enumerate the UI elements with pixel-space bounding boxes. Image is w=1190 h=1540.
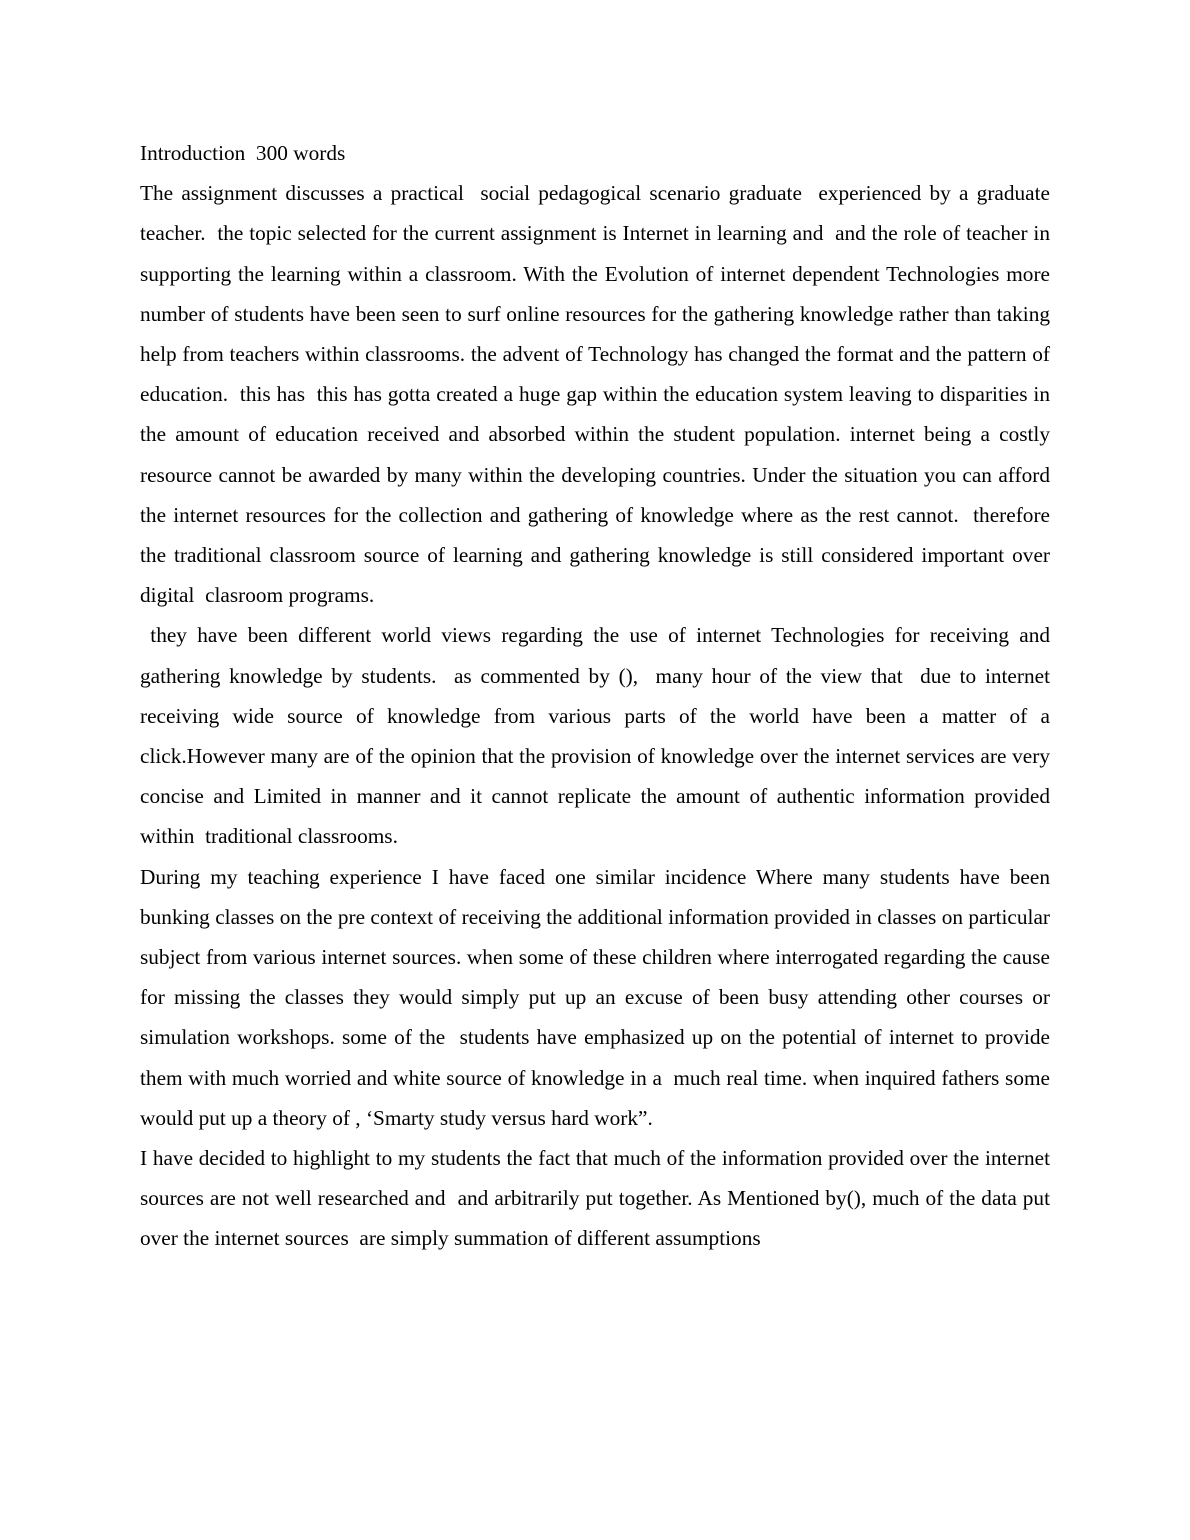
paragraph-teaching-experience: During my teaching experience I have faced one similar incidence Where many students have been bunking classes on the pre context of receiving the additional information provided in classes on particular subject from various internet sources. when some of these children where interrogated regarding the cause for missing the classes they would simply put up an excuse of been busy attending other courses or simulation workshops. some of the students have emphasized up on the potential of internet to provide them with much worried and white source of knowledge in a much real time. when inquired fathers some would put up a theory of , ‘Smarty study versus hard work”.: [140, 864, 1056, 1130]
section-heading: Introduction 300 words: [140, 141, 346, 165]
paragraph-highlight: I have decided to highlight to my students the fact that much of the information provided over the internet sources are not well researched and and arbitrarily put together. As Mentioned by(), much of the data put over the internet sources are simply summation of different assumptions: [140, 1146, 1056, 1251]
paragraph-intro: The assignment discusses a practical social pedagogical scenario graduate experienced by a graduate teacher. the topic selected for the current assignment is Internet in learning and and the role of teacher in supporting the learning within a classroom. With the Evolution of internet dependent Technologies more number of students have been seen to surf online resources for the gathering knowledge rather than taking help from teachers within classrooms. the advent of Technology has changed the format and the pattern of education. this has this has gotta created a huge gap within the education system leaving to disparities in the amount of education received and absorbed within the student population. internet being a costly resource cannot be awarded by many within the developing countries. Under the situation you can afford the internet resources for the collection and gathering of knowledge where as the rest cannot. therefore the traditional classroom source of learning and gathering knowledge is still considered important over digital clasroom programs.: [140, 181, 1061, 608]
document-body: [140, 133, 1061, 1259]
paragraph-world-views: they have been different world views regarding the use of internet Technologies for receiving and gathering knowledge by students. as commented by (), many hour of the view that due to internet receiving wide source of knowledge from various parts of the world have been a matter of a click.However many are of the opinion that the provision of knowledge over the internet services are very concise and Limited in manner and it cannot replicate the amount of authentic information provided within traditional classrooms.: [140, 623, 1056, 849]
